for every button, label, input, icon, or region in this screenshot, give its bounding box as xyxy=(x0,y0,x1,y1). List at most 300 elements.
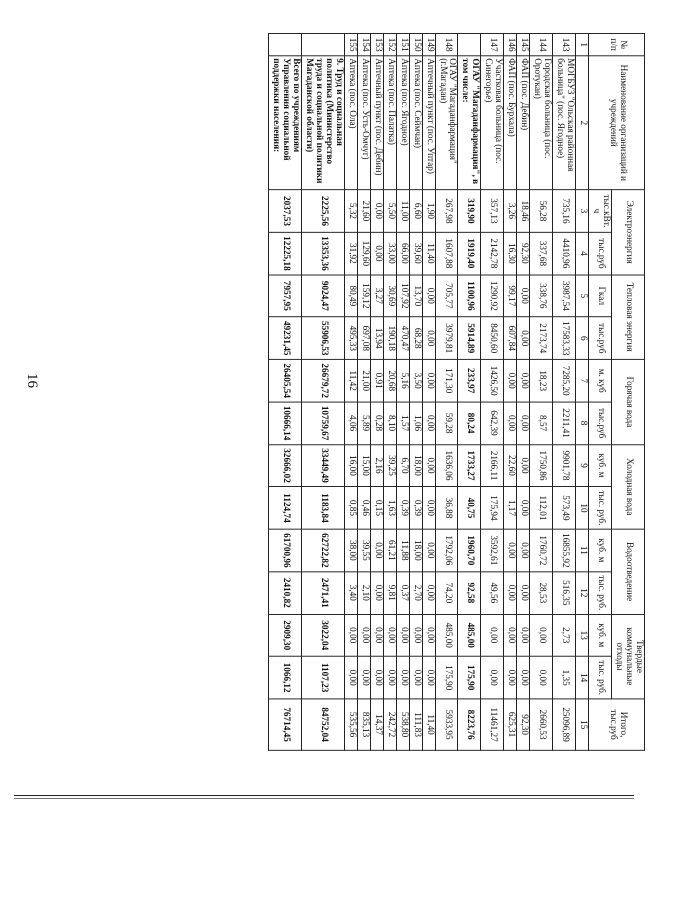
value-cell: 190,18 xyxy=(383,317,396,359)
row-number xyxy=(269,33,302,55)
value-cell: 0,28 xyxy=(370,402,383,444)
value-cell: 66,00 xyxy=(396,232,409,274)
row-number: 147 xyxy=(481,33,504,55)
value-cell: 25096,89 xyxy=(553,699,576,750)
unit-cell: куб. м xyxy=(589,444,612,486)
value-cell: 55906,53 xyxy=(301,317,344,359)
table-row xyxy=(517,33,530,750)
header-num: № п/п xyxy=(589,33,645,55)
row-number: 143 xyxy=(553,33,576,55)
column-number: 3 xyxy=(576,190,589,232)
value-cell: 835,13 xyxy=(357,699,370,750)
table-row xyxy=(409,33,422,750)
value-cell: 22,60 xyxy=(504,444,517,486)
value-cell: 3022,04 xyxy=(301,614,344,656)
value-cell: 1960,70 xyxy=(458,529,481,571)
value-cell: 0,00 xyxy=(504,572,517,614)
value-cell: 39,60 xyxy=(409,232,422,274)
header-solid-waste: Твердые коммунальные отходы xyxy=(612,614,645,699)
organization-name: Аптечный пункт (пос. Дебин) xyxy=(370,56,383,190)
value-cell: 0,00 xyxy=(422,402,435,444)
value-cell: 62722,82 xyxy=(301,529,344,571)
organization-name: ФАП (пос. Дебин) xyxy=(517,56,530,190)
value-cell: 0,00 xyxy=(481,614,504,656)
value-cell: 0,00 xyxy=(517,275,530,317)
value-cell: 175,90 xyxy=(435,656,458,698)
value-cell: 26679,72 xyxy=(301,359,344,401)
table-body xyxy=(269,33,576,750)
value-cell: 13,70 xyxy=(409,275,422,317)
value-cell: 31,92 xyxy=(344,232,357,274)
table-row xyxy=(344,33,357,750)
value-cell: 2166,11 xyxy=(481,444,504,486)
value-cell: 3,40 xyxy=(344,572,357,614)
value-cell: 0,00 xyxy=(422,487,435,529)
value-cell: 0,00 xyxy=(422,656,435,698)
value-cell: 1,63 xyxy=(383,487,396,529)
column-number: 10 xyxy=(576,487,589,529)
value-cell: 26405,54 xyxy=(269,359,302,401)
value-cell: 5,89 xyxy=(357,402,370,444)
value-cell: 0,85 xyxy=(344,487,357,529)
table-row xyxy=(396,33,409,750)
value-cell: 159,12 xyxy=(357,275,370,317)
value-cell: 0,00 xyxy=(357,614,370,656)
table-row xyxy=(357,33,370,750)
value-cell: 0,00 xyxy=(517,529,530,571)
value-cell: 39,55 xyxy=(357,529,370,571)
value-cell: 2142,78 xyxy=(481,232,504,274)
value-cell: 49,56 xyxy=(481,572,504,614)
header-cold-water: Холодная вода xyxy=(612,444,645,529)
organization-name: Аптека (пос. Сеймчан) xyxy=(409,56,422,190)
value-cell: 1100,96 xyxy=(458,275,481,317)
row-number: 148 xyxy=(435,33,458,55)
value-cell: 11,40 xyxy=(422,699,435,750)
value-cell: 337,68 xyxy=(530,232,553,274)
value-cell: 18,00 xyxy=(409,444,422,486)
header-total: Итого, тыс.руб xyxy=(589,699,645,750)
value-cell: 3592,61 xyxy=(481,529,504,571)
value-cell: 2,70 xyxy=(409,572,422,614)
value-cell: 171,30 xyxy=(435,359,458,401)
organization-name: Аптека (пос. Ола) xyxy=(344,56,357,190)
value-cell: 0,00 xyxy=(504,614,517,656)
value-cell: 175,90 xyxy=(458,656,481,698)
value-cell: 1290,92 xyxy=(481,275,504,317)
value-cell: 0,00 xyxy=(517,572,530,614)
row-number: 150 xyxy=(409,33,422,55)
value-cell: 59,28 xyxy=(435,402,458,444)
value-cell: 5,32 xyxy=(344,190,357,232)
value-cell: 9024,47 xyxy=(301,275,344,317)
organization-name: Городская больница (пос. Оротукан) xyxy=(530,56,553,190)
value-cell: 0,00 xyxy=(370,529,383,571)
row-number: 145 xyxy=(517,33,530,55)
value-cell: 625,31 xyxy=(504,699,517,750)
value-cell: 0,00 xyxy=(370,614,383,656)
row-number: 146 xyxy=(504,33,517,55)
table-row xyxy=(383,33,396,750)
value-cell: 705,77 xyxy=(435,275,458,317)
value-cell: 1,06 xyxy=(409,402,422,444)
value-cell: 1183,84 xyxy=(301,487,344,529)
value-cell: 1,90 xyxy=(422,190,435,232)
value-cell: 40,75 xyxy=(458,487,481,529)
rotated-table-wrapper xyxy=(145,33,645,751)
header-heat: Тепловая энергия xyxy=(612,275,645,360)
value-cell: 1124,74 xyxy=(269,487,302,529)
value-cell: 11,40 xyxy=(422,232,435,274)
value-cell: 2,73 xyxy=(553,614,576,656)
value-cell: 0,39 xyxy=(409,487,422,529)
value-cell: 11,42 xyxy=(344,359,357,401)
value-cell: 1919,40 xyxy=(458,232,481,274)
value-cell: 0,00 xyxy=(517,317,530,359)
value-cell: 84752,04 xyxy=(301,699,344,750)
value-cell: 10666,14 xyxy=(269,402,302,444)
value-cell: 99,17 xyxy=(504,275,517,317)
unit-cell: тыс.руб xyxy=(589,402,612,444)
value-cell: 2660,53 xyxy=(530,699,553,750)
value-cell: 11,00 xyxy=(396,190,409,232)
value-cell: 697,08 xyxy=(357,317,370,359)
organization-name: Аптека (пос. Ягодное) xyxy=(396,56,409,190)
value-cell: 0,00 xyxy=(422,529,435,571)
value-cell: 0,00 xyxy=(517,359,530,401)
value-cell: 92,30 xyxy=(517,699,530,750)
value-cell: 5933,95 xyxy=(435,699,458,750)
row-number: 151 xyxy=(396,33,409,55)
value-cell: 33449,49 xyxy=(301,444,344,486)
value-cell: 8,57 xyxy=(530,402,553,444)
value-cell: 18,46 xyxy=(517,190,530,232)
value-cell: 21,60 xyxy=(357,190,370,232)
value-cell: 1,17 xyxy=(504,487,517,529)
value-cell: 2410,82 xyxy=(269,572,302,614)
value-cell: 12225,18 xyxy=(269,232,302,274)
value-cell: 642,39 xyxy=(481,402,504,444)
value-cell: 0,00 xyxy=(504,359,517,401)
value-cell: 7957,95 xyxy=(269,275,302,317)
value-cell: 0,00 xyxy=(517,614,530,656)
column-number: 6 xyxy=(576,317,589,359)
column-number: 1 xyxy=(576,33,589,55)
value-cell: 0,00 xyxy=(344,614,357,656)
value-cell: 74,20 xyxy=(435,572,458,614)
table-row xyxy=(553,33,576,750)
column-number: 9 xyxy=(576,444,589,486)
table-row xyxy=(530,33,553,750)
column-number: 2 xyxy=(576,56,589,190)
value-cell: 0,00 xyxy=(370,656,383,698)
value-cell: 0,00 xyxy=(409,614,422,656)
value-cell: 0,00 xyxy=(370,190,383,232)
value-cell: 233,97 xyxy=(458,359,481,401)
table-holder xyxy=(145,33,700,742)
utilities-table xyxy=(268,33,645,751)
column-number: 14 xyxy=(576,656,589,698)
organization-name: ОГАУ "Магаданфармация" (г.Магадан) xyxy=(435,56,458,190)
value-cell: 0,00 xyxy=(504,656,517,698)
value-cell: 0,00 xyxy=(383,614,396,656)
column-number: 13 xyxy=(576,614,589,656)
unit-cell: м. куб xyxy=(589,359,612,401)
value-cell: 1107,23 xyxy=(301,656,344,698)
value-cell: 20,68 xyxy=(383,359,396,401)
row-number: 153 xyxy=(370,33,383,55)
value-cell: 319,90 xyxy=(458,190,481,232)
value-cell: 485,00 xyxy=(435,614,458,656)
value-cell: 1636,06 xyxy=(435,444,458,486)
value-cell: 2225,56 xyxy=(301,190,344,232)
value-cell: 38,00 xyxy=(344,529,357,571)
value-cell: 242,72 xyxy=(383,699,396,750)
organization-name: Аптека (пос. Палатка) xyxy=(383,56,396,190)
table-row xyxy=(504,33,517,750)
unit-cell: куб. м xyxy=(589,614,612,656)
table-row xyxy=(301,33,344,750)
value-cell: 8,10 xyxy=(383,402,396,444)
value-cell: 0,00 xyxy=(517,656,530,698)
value-cell: 14,37 xyxy=(370,699,383,750)
header-hot-water: Горячая вода xyxy=(612,359,645,444)
unit-cell: тыс. руб. xyxy=(589,656,612,698)
table-row xyxy=(370,33,383,750)
value-cell: 10759,67 xyxy=(301,402,344,444)
unit-cell: тыс. руб. xyxy=(589,572,612,614)
value-cell: 80,24 xyxy=(458,402,481,444)
value-cell: 0,00 xyxy=(517,487,530,529)
value-cell: 0,00 xyxy=(396,656,409,698)
value-cell: 3979,81 xyxy=(435,317,458,359)
column-number: 15 xyxy=(576,699,589,750)
row-number xyxy=(301,33,344,55)
value-cell: 1760,72 xyxy=(530,529,553,571)
value-cell: 32666,02 xyxy=(269,444,302,486)
value-cell: 18,23 xyxy=(530,359,553,401)
value-cell: 13353,36 xyxy=(301,232,344,274)
table-head xyxy=(576,33,645,750)
value-cell: 267,98 xyxy=(435,190,458,232)
organization-name: ФАП (пос. Бурхала) xyxy=(504,56,517,190)
value-cell: 535,56 xyxy=(344,699,357,750)
horizontal-rule xyxy=(14,795,634,796)
value-cell: 0,37 xyxy=(396,572,409,614)
value-cell: 2471,41 xyxy=(301,572,344,614)
table-row xyxy=(481,33,504,750)
unit-cell: куб. м xyxy=(589,529,612,571)
value-cell: 129,60 xyxy=(357,232,370,274)
table-row xyxy=(422,33,435,750)
value-cell: 0,00 xyxy=(370,572,383,614)
value-cell: 11,88 xyxy=(396,529,409,571)
row-number: 149 xyxy=(422,33,435,55)
value-cell: 0,00 xyxy=(422,317,435,359)
value-cell: 0,15 xyxy=(370,487,383,529)
value-cell: 1,57 xyxy=(396,402,409,444)
row-number: 154 xyxy=(357,33,370,55)
column-number: 4 xyxy=(576,232,589,274)
value-cell: 8223,76 xyxy=(458,699,481,750)
value-cell: 2,16 xyxy=(370,444,383,486)
column-number: 5 xyxy=(576,275,589,317)
value-cell: 3,27 xyxy=(370,275,383,317)
value-cell: 111,83 xyxy=(409,699,422,750)
value-cell: 61700,96 xyxy=(269,529,302,571)
value-cell: 2,10 xyxy=(357,572,370,614)
organization-name: Аптека (пос. Усть-Омчуг) xyxy=(357,56,370,190)
value-cell: 5914,89 xyxy=(458,317,481,359)
value-cell: 17583,33 xyxy=(553,317,576,359)
row-number: 152 xyxy=(383,33,396,55)
value-cell: 68,28 xyxy=(409,317,422,359)
value-cell: 6,60 xyxy=(409,190,422,232)
column-number: 7 xyxy=(576,359,589,401)
unit-cell: Гкал xyxy=(589,275,612,317)
value-cell: 8450,60 xyxy=(481,317,504,359)
value-cell: 0,00 xyxy=(422,275,435,317)
column-number: 12 xyxy=(576,572,589,614)
value-cell: 0,46 xyxy=(357,487,370,529)
value-cell: 6,70 xyxy=(396,444,409,486)
unit-cell: тыс.руб xyxy=(589,317,612,359)
value-cell: 0,00 xyxy=(344,656,357,698)
value-cell: 1,35 xyxy=(553,656,576,698)
value-cell: 0,91 xyxy=(370,359,383,401)
column-number: 8 xyxy=(576,402,589,444)
value-cell: 80,49 xyxy=(344,275,357,317)
unit-cell: тыс. руб. xyxy=(589,487,612,529)
organization-name: ОГАУ "Магаданфармация", в том числе: xyxy=(458,56,481,190)
value-cell: 0,00 xyxy=(409,656,422,698)
value-cell: 0,39 xyxy=(396,487,409,529)
value-cell: 1750,86 xyxy=(530,444,553,486)
value-cell: 495,33 xyxy=(344,317,357,359)
value-cell: 30,69 xyxy=(383,275,396,317)
value-cell: 1792,06 xyxy=(435,529,458,571)
value-cell: 0,00 xyxy=(422,444,435,486)
value-cell: 0,00 xyxy=(396,614,409,656)
row-number: 155 xyxy=(344,33,357,55)
value-cell: 107,92 xyxy=(396,275,409,317)
header-drainage: Водоотведение xyxy=(612,529,645,614)
value-cell: 485,00 xyxy=(458,614,481,656)
table-row xyxy=(435,33,458,750)
organization-name: 9. Труд и социальная политика (Министерство труда и социальной политики Магаданской области) xyxy=(301,56,344,190)
value-cell: 21,00 xyxy=(357,359,370,401)
value-cell: 0,00 xyxy=(517,444,530,486)
value-cell: 735,16 xyxy=(553,190,576,232)
value-cell: 0,00 xyxy=(530,656,553,698)
organization-name: Аптечный пункт (пос. Уптар) xyxy=(422,56,435,190)
value-cell: 5,16 xyxy=(396,359,409,401)
value-cell: 0,00 xyxy=(504,529,517,571)
value-cell: 49231,45 xyxy=(269,317,302,359)
value-cell: 112,01 xyxy=(530,487,553,529)
value-cell: 92,30 xyxy=(517,232,530,274)
page-number: 16 xyxy=(24,373,40,388)
value-cell: 0,00 xyxy=(357,656,370,698)
value-cell: 470,47 xyxy=(396,317,409,359)
value-cell: 39,25 xyxy=(383,444,396,486)
value-cell: 92,58 xyxy=(458,572,481,614)
column-number: 11 xyxy=(576,529,589,571)
table-row xyxy=(458,33,481,750)
value-cell: 11461,27 xyxy=(481,699,504,750)
value-cell: 2211,41 xyxy=(553,402,576,444)
value-cell: 7285,20 xyxy=(553,359,576,401)
value-cell: 36,88 xyxy=(435,487,458,529)
organization-name: Всего по учреждениям Управления социальной поддержки населения: xyxy=(269,56,302,190)
unit-cell: тыс.кВт. ч xyxy=(589,190,612,232)
value-cell: 3,50 xyxy=(409,359,422,401)
value-cell: 0,00 xyxy=(370,232,383,274)
value-cell: 9901,78 xyxy=(553,444,576,486)
value-cell: 61,21 xyxy=(383,529,396,571)
value-cell: 16,30 xyxy=(504,232,517,274)
value-cell: 18,00 xyxy=(409,529,422,571)
value-cell: 0,00 xyxy=(383,656,396,698)
value-cell: 1733,27 xyxy=(458,444,481,486)
value-cell: 357,13 xyxy=(481,190,504,232)
organization-name: МОГБУЗ "Ольская районная больница" (пос. Ягодное) xyxy=(553,56,576,190)
horizontal-rule-secondary xyxy=(14,798,634,799)
value-cell: 28,53 xyxy=(530,572,553,614)
value-cell: 0,00 xyxy=(530,614,553,656)
value-cell: 0,00 xyxy=(504,402,517,444)
row-number: 144 xyxy=(530,33,553,55)
column-number-row xyxy=(576,33,589,750)
value-cell: 0,00 xyxy=(422,614,435,656)
value-cell: 13,94 xyxy=(370,317,383,359)
value-cell: 3,26 xyxy=(504,190,517,232)
value-cell: 56,28 xyxy=(530,190,553,232)
table-row xyxy=(269,33,302,750)
value-cell: 607,84 xyxy=(504,317,517,359)
value-cell: 2909,30 xyxy=(269,614,302,656)
value-cell: 15,00 xyxy=(357,444,370,486)
value-cell: 538,80 xyxy=(396,699,409,750)
value-cell: 4410,96 xyxy=(553,232,576,274)
value-cell: 9,81 xyxy=(383,572,396,614)
value-cell: 338,76 xyxy=(530,275,553,317)
header-name: Наименование организаций и учреждений xyxy=(589,56,645,190)
row-number xyxy=(458,33,481,55)
value-cell: 76714,45 xyxy=(269,699,302,750)
value-cell: 573,49 xyxy=(553,487,576,529)
unit-cell: тыс.руб xyxy=(589,232,612,274)
value-cell: 516,35 xyxy=(553,572,576,614)
value-cell: 0,00 xyxy=(422,572,435,614)
value-cell: 3987,54 xyxy=(553,275,576,317)
value-cell: 33,00 xyxy=(383,232,396,274)
value-cell: 1426,50 xyxy=(481,359,504,401)
value-cell: 16855,92 xyxy=(553,529,576,571)
value-cell: 5,50 xyxy=(383,190,396,232)
value-cell: 175,94 xyxy=(481,487,504,529)
value-cell: 0,00 xyxy=(517,402,530,444)
value-cell: 0,00 xyxy=(422,359,435,401)
value-cell: 0,00 xyxy=(481,656,504,698)
header-electricity: Электроэнергия xyxy=(612,190,645,275)
value-cell: 4,06 xyxy=(344,402,357,444)
value-cell: 1607,88 xyxy=(435,232,458,274)
value-cell: 2037,53 xyxy=(269,190,302,232)
value-cell: 2173,74 xyxy=(530,317,553,359)
value-cell: 16,00 xyxy=(344,444,357,486)
organization-name: Участковая больница (пос. Синегорье) xyxy=(481,56,504,190)
